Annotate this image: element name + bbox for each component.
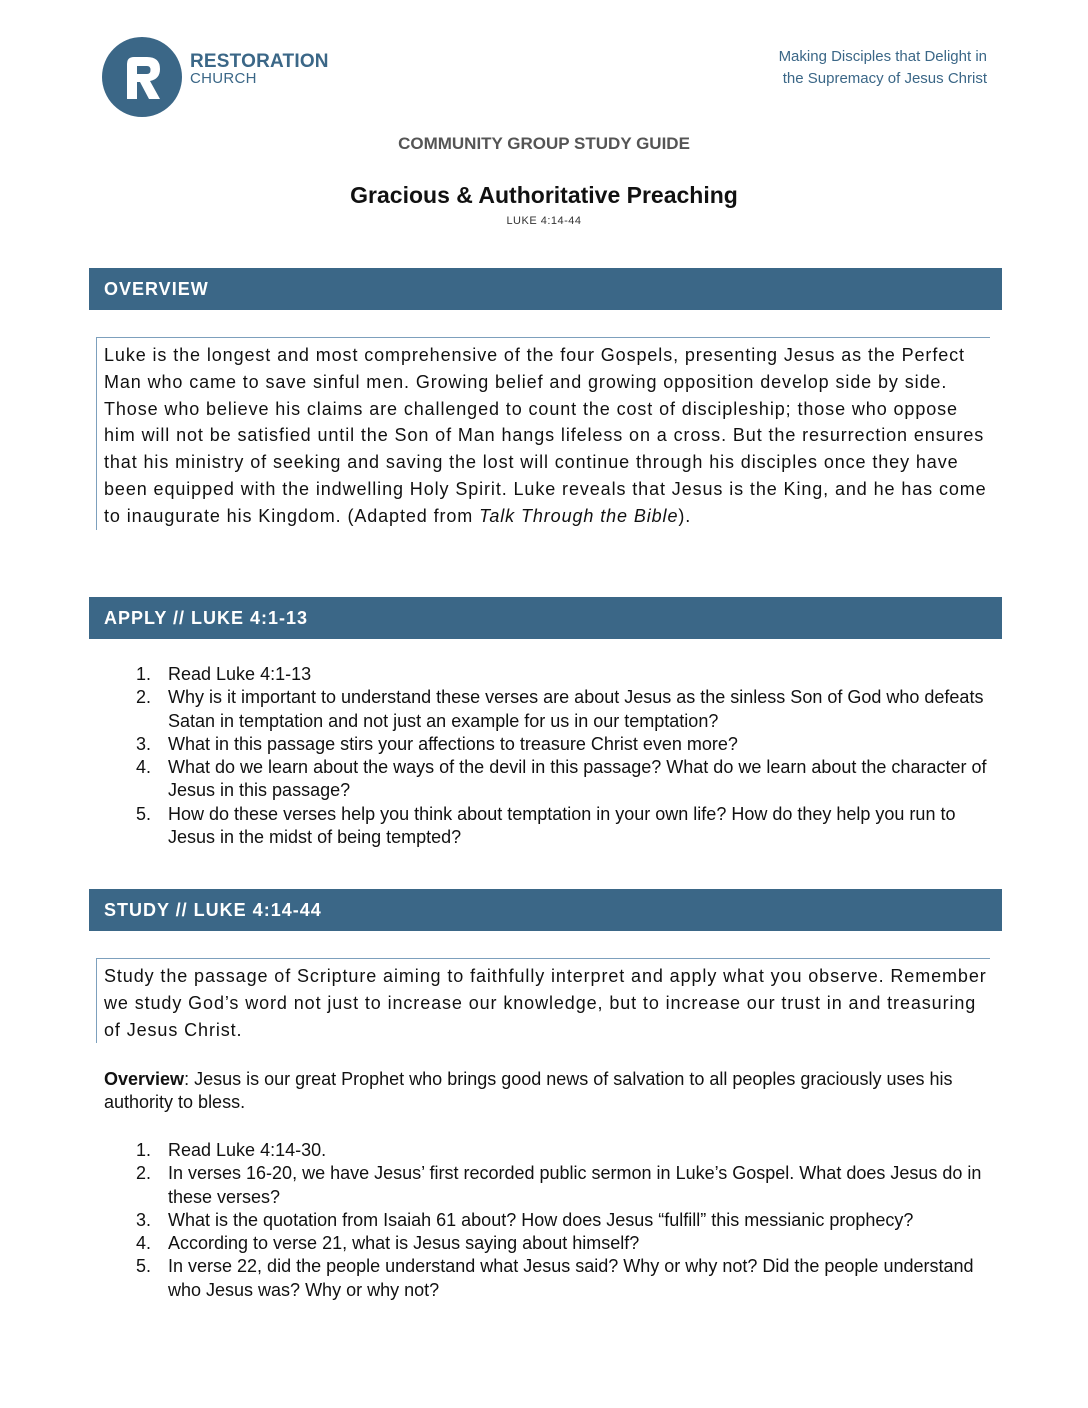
study-overview-label: Overview (104, 1069, 185, 1089)
list-number: 2. (136, 1163, 152, 1184)
overview-heading: OVERVIEW (89, 268, 1002, 310)
list-item (136, 686, 996, 733)
list-item (136, 1232, 996, 1255)
logo-subtitle: CHURCH (190, 70, 257, 87)
list-text: What is the quotation from Isaiah 61 about? How does Jesus “fulfill” this messianic prophecy? (168, 1209, 914, 1230)
list-item (136, 803, 996, 850)
church-logo-icon (102, 37, 182, 117)
study-overview (104, 1068, 984, 1115)
apply-question-list (136, 663, 996, 849)
list-number: 4. (136, 1233, 152, 1254)
tagline (779, 46, 987, 90)
list-item (136, 1162, 996, 1209)
overview-text-end: ). (678, 505, 692, 526)
overview-text: Luke is the longest and most comprehensive of the four Gospels, presenting Jesus as the Perfect Man who came to save sinful men. Growing belief and growing opposition develop side by side. Those who believe his claims are challenged to count the cost of discipleship; those who oppose him will not be satisfied until the Son of Man hangs lifeless on a cross. But the resurrection ensures that his ministry of seeking and saving the lost will continue through his disciples once they have been equipped with the indwelling Holy Spirit. Luke reveals that Jesus is the King, and he has come to inaugurate his Kingdom. (Adapted from (104, 345, 987, 526)
list-item (136, 663, 996, 686)
list-text: In verse 22, did the people understand what Jesus said? Why or why not? Did the people understand who Jesus was? Why or why not? (168, 1256, 974, 1300)
overview-box (96, 337, 990, 530)
list-text: What do we learn about the ways of the devil in this passage? What do we learn about the character of Jesus in this passage? (168, 757, 987, 801)
tagline-line-2: the Supremacy of Jesus Christ (782, 70, 987, 87)
list-item (136, 756, 996, 803)
overview-paragraph (104, 342, 990, 530)
list-number: 5. (136, 1256, 152, 1277)
overview-source: Talk Through the Bible (479, 505, 679, 526)
list-number: 4. (136, 757, 152, 778)
list-text: Read Luke 4:14-30. (168, 1140, 327, 1160)
list-number: 3. (136, 733, 152, 754)
logo-name: RESTORATION (190, 51, 329, 72)
list-item (136, 1139, 996, 1162)
list-item (136, 1209, 996, 1232)
list-text: How do these verses help you think about temptation in your own life? How do they help you run to Jesus in the midst of being tempted? (168, 803, 956, 848)
guide-label: COMMUNITY GROUP STUDY GUIDE (398, 134, 690, 153)
study-overview-text: : Jesus is our great Prophet who brings good news of salvation to all peoples graciously uses his authority to bless. (104, 1069, 953, 1113)
list-number: 2. (136, 687, 152, 708)
list-number: 3. (136, 1209, 152, 1230)
study-heading: STUDY // LUKE 4:14-44 (89, 889, 1002, 931)
study-intro: Study the passage of Scripture aiming to faithfully interpret and apply what you observe. Remember we study God’s word not just to increase our knowledge, but to increase our trust in and treasuring of Jesus Christ. (104, 966, 987, 1040)
list-item (136, 733, 996, 756)
study-question-list (136, 1139, 996, 1302)
list-item (136, 1255, 996, 1302)
study-intro-box (96, 958, 990, 1043)
scripture-reference: LUKE 4:14-44 (506, 215, 582, 227)
list-text: According to verse 21, what is Jesus saying about himself? (168, 1233, 640, 1254)
list-text: Read Luke 4:1-13 (168, 664, 312, 684)
list-text: Why is it important to understand these verses are about Jesus as the sinless Son of God who defeats Satan in temptation and not just an example for us in our temptation? (168, 687, 984, 731)
list-number: 1. (136, 1140, 152, 1160)
list-number: 1. (136, 664, 152, 684)
list-text: In verses 16-20, we have Jesus’ first recorded public sermon in Luke’s Gospel. What does Jesus do in these verses? (168, 1163, 982, 1207)
list-text: What in this passage stirs your affections to treasure Christ even more? (168, 733, 738, 754)
apply-heading: APPLY // LUKE 4:1-13 (89, 597, 1002, 639)
tagline-line-1: Making Disciples that Delight in (778, 48, 987, 65)
document-title: Gracious & Authoritative Preaching (350, 182, 738, 208)
list-number: 5. (136, 803, 152, 824)
